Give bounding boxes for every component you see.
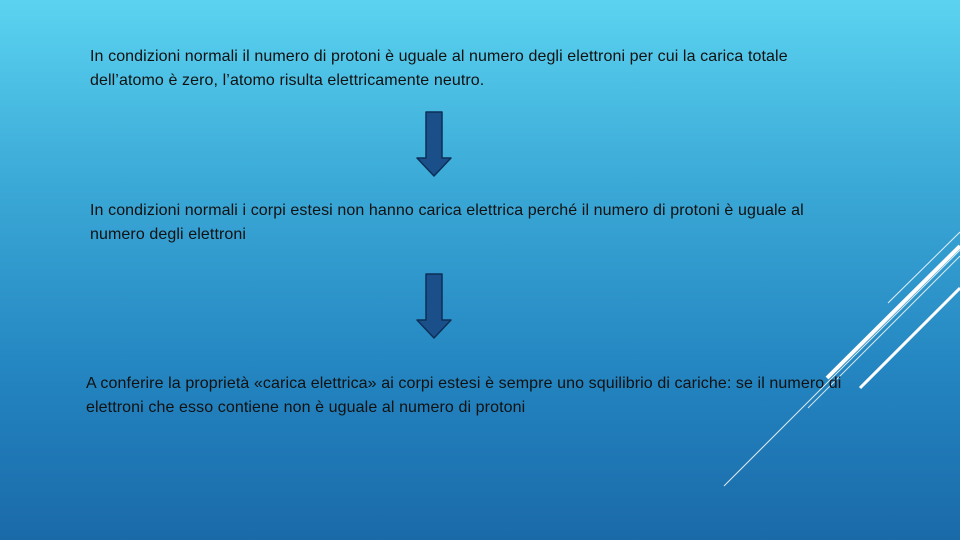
arrow-down-icon (416, 110, 452, 178)
arrow-down-icon (416, 272, 452, 340)
paragraph-atom-neutral: In condizioni normali il numero di protoni è uguale al numero degli elettroni per cui la carica totale dell’atomo è zero, l’atomo risulta elettricamente neutro. (90, 48, 788, 89)
paragraph-bodies-neutral: In condizioni normali i corpi estesi non hanno carica elettrica perché il numero di protoni è uguale al numero degli elettroni (90, 202, 804, 243)
paragraph-charge-imbalance: A conferire la proprietà «carica elettrica» ai corpi estesi è sempre uno squilibrio di cariche: se il numero di elettroni che esso contiene non è uguale al numero di protoni (86, 375, 842, 416)
